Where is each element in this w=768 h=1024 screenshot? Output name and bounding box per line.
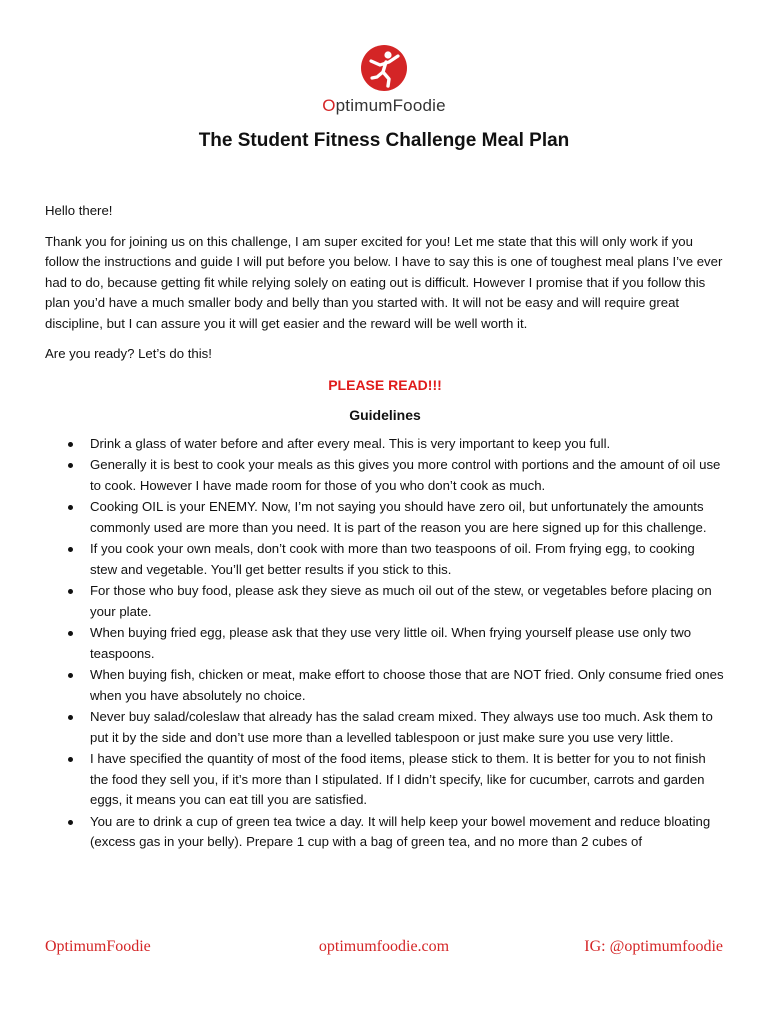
footer-brand: OptimumFoodie bbox=[45, 938, 151, 955]
page-title: The Student Fitness Challenge Meal Plan bbox=[198, 130, 570, 151]
bullet-icon bbox=[68, 463, 73, 468]
bullet-icon bbox=[68, 547, 73, 552]
bullet-icon bbox=[68, 820, 73, 825]
bullet-icon bbox=[68, 442, 73, 447]
list-item: If you cook your own meals, don’t cook with more than two teaspoons of oil. From frying egg, to cooking stew and vegetable. You’ll get better results if you stick to this. bbox=[45, 539, 725, 580]
bullet-icon bbox=[68, 505, 73, 510]
intro-paragraph: Thank you for joining us on this challenge, I am super excited for you! Let me state that this will only work if you follow the instructions and guide I will put before you below. I have to say this is one of toughest meal plans I’ve ever had to do, because getting fit while relying solely on eating out is difficult. However I promise that if you follow this plan you’d have a much smaller body and belly than you started with. It will not be easy and will require great discipline, but I can assure you it will get easier and the reward will be well worth it. bbox=[45, 233, 723, 331]
bullet-icon bbox=[68, 631, 73, 636]
bullet-icon bbox=[68, 715, 73, 720]
list-item: I have specified the quantity of most of the food items, please stick to them. It is better for you to not finish the food they sell you, if it’s more than I stipulated. If I didn’t specify, like for cucumber, carrots and garden eggs, it means you can eat till you are satisfied. bbox=[45, 749, 725, 811]
list-item: Never buy salad/coleslaw that already has the salad cream mixed. They always use too much. Ask them to put it by the side and don’t use more than a levelled tablespoon or just make sure you use very little. bbox=[45, 707, 725, 748]
brand-wordmark: OptimumFoodie bbox=[322, 96, 446, 115]
page-footer bbox=[45, 938, 723, 962]
bullet-icon bbox=[68, 757, 73, 762]
list-item: Cooking OIL is your ENEMY. Now, I’m not saying you should have zero oil, but unfortunately the amounts commonly used are more than you need. It is part of the reason you are here signed up for this challenge. bbox=[45, 497, 725, 538]
footer-website-link[interactable]: optimumfoodie.com bbox=[318, 938, 450, 955]
list-item: Drink a glass of water before and after every meal. This is very important to keep you full. bbox=[45, 434, 725, 455]
ready-line: Are you ready? Let’s do this! bbox=[45, 346, 212, 361]
runner-logo-icon bbox=[361, 45, 407, 91]
list-item: When buying fried egg, please ask that they use very little oil. When frying yourself please use only two teaspoons. bbox=[45, 623, 725, 664]
document-body bbox=[45, 201, 725, 854]
list-item: For those who buy food, please ask they sieve as much oil out of the stew, or vegetables before placing on your plate. bbox=[45, 581, 725, 622]
guidelines-list bbox=[45, 434, 725, 853]
list-item: Generally it is best to cook your meals as this gives you more control with portions and the amount of oil use to cook. However I have made room for those of you who don’t cook as much. bbox=[45, 455, 725, 496]
list-item: You are to drink a cup of green tea twice a day. It will help keep your bowel movement and reduce bloating (excess gas in your belly). Prepare 1 cup with a bag of green tea, and no more than 2 cubes of bbox=[45, 812, 725, 853]
brand-logo bbox=[318, 45, 450, 120]
greeting: Hello there! bbox=[45, 203, 113, 218]
please-read-heading: PLEASE READ!!! bbox=[328, 376, 442, 393]
footer-instagram-handle[interactable]: IG: @optimumfoodie bbox=[584, 938, 723, 955]
guidelines-heading: Guidelines bbox=[349, 407, 421, 423]
bullet-icon bbox=[68, 589, 73, 594]
list-item: When buying fish, chicken or meat, make effort to choose those that are NOT fried. Only consume fried ones when you have absolutely no choice. bbox=[45, 665, 725, 706]
bullet-icon bbox=[68, 673, 73, 678]
